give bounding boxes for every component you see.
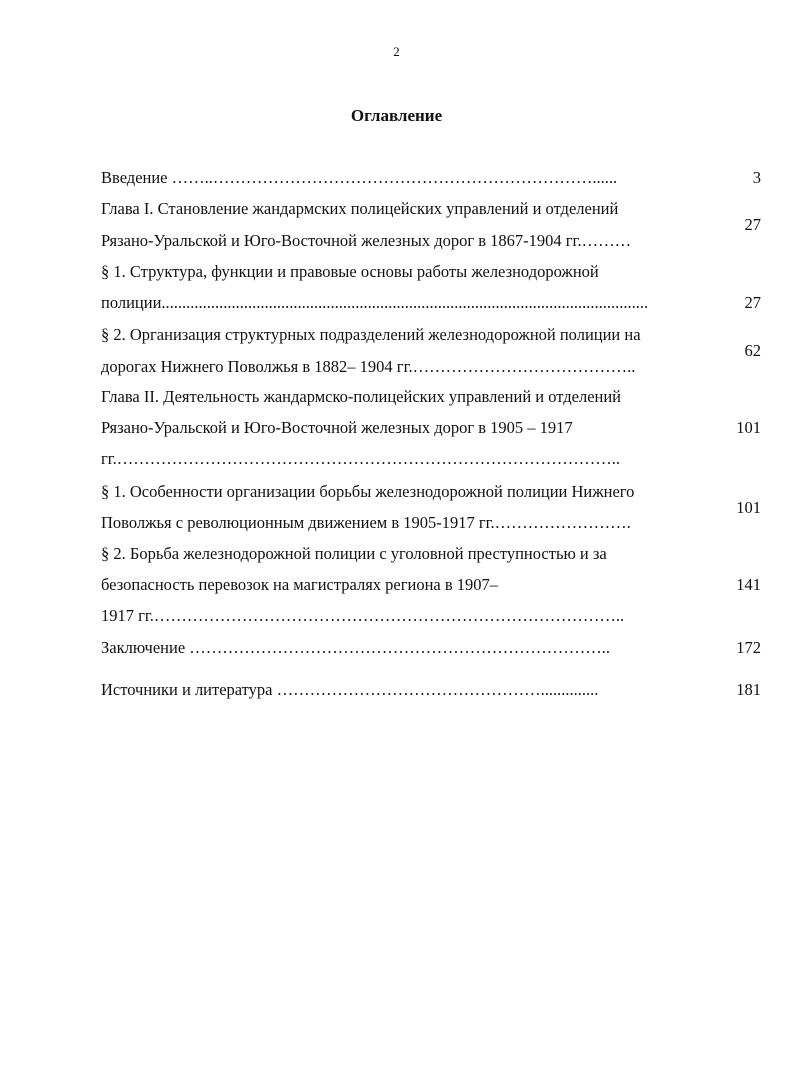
toc-entry-text: § 2. Организация структурных подразделений железнодорожной полиции на (101, 325, 641, 344)
toc-entry-text: 1917 гг.………………………………………………………………………….. (101, 606, 625, 625)
toc-entry-text: гг.……………………………………………………………………………….. (101, 449, 621, 468)
toc-entry-page: 172 (736, 638, 761, 657)
toc-entry-page: 3 (752, 168, 761, 187)
toc-title: Оглавление (350, 106, 443, 125)
toc-entry-page: 101 (736, 418, 761, 437)
toc-entry-chapter-1-section-2 (101, 325, 761, 381)
toc-entry-text: дорогах Нижнего Поволжья в 1882– 1904 гг.………………………………….. (101, 357, 636, 376)
toc-entry-text: § 1. Структура, функции и правовые основы работы железнодорожной (101, 262, 599, 281)
toc-entry-text: полиции...................................................................................................................... (101, 293, 649, 312)
toc-entry-page: 101 (736, 498, 761, 517)
toc-entry-page: 27 (744, 215, 761, 234)
toc-entry-text: безопасность перевозок на магистралях региона в 1907– (101, 575, 499, 594)
page-number: 2 (393, 44, 400, 59)
toc-entry-text: Рязано-Уральской и Юго-Восточной железных дорог в 1905 – 1917 (101, 418, 573, 437)
toc-entry-text: Источники и литература ………………………………………….............. (101, 680, 599, 699)
toc-entry-page: 62 (744, 341, 761, 360)
toc-entry-text: § 1. Особенности организации борьбы железнодорожной полиции Нижнего (101, 482, 635, 501)
toc-entry-chapter-1-section-1 (101, 262, 761, 318)
toc-entry-chapter-2 (101, 387, 761, 475)
toc-entry-text: Поволжья с революционным движением в 1905-1917 гг.……………………. (101, 513, 631, 532)
toc-entry-text: § 2. Борьба железнодорожной полиции с уголовной преступностью и за (101, 544, 607, 563)
toc-entry-page: 27 (744, 293, 761, 312)
toc-entry-introduction (101, 168, 761, 190)
toc-entry-text: Глава I. Становление жандармских полицейских управлений и отделений (101, 199, 619, 218)
toc-entry-text: Рязано-Уральской и Юго-Восточной железных дорог в 1867-1904 гг.……… (101, 231, 632, 250)
toc-entry-page: 141 (736, 575, 761, 594)
toc-entry-chapter-1 (101, 199, 761, 255)
toc-entry-conclusion (101, 638, 761, 660)
toc-entry-text: Введение ……..……………………………………………………………...... (101, 168, 618, 187)
toc-entry-page: 181 (736, 680, 761, 699)
toc-entry-chapter-2-section-2 (101, 544, 761, 632)
toc-entry-text: Заключение ………………………………………………………………….. (101, 638, 611, 657)
toc-entry-chapter-2-section-1 (101, 482, 761, 538)
toc-entry-sources (101, 680, 761, 702)
toc-entry-text: Глава II. Деятельность жандармско-полицейских управлений и отделений (101, 387, 622, 406)
